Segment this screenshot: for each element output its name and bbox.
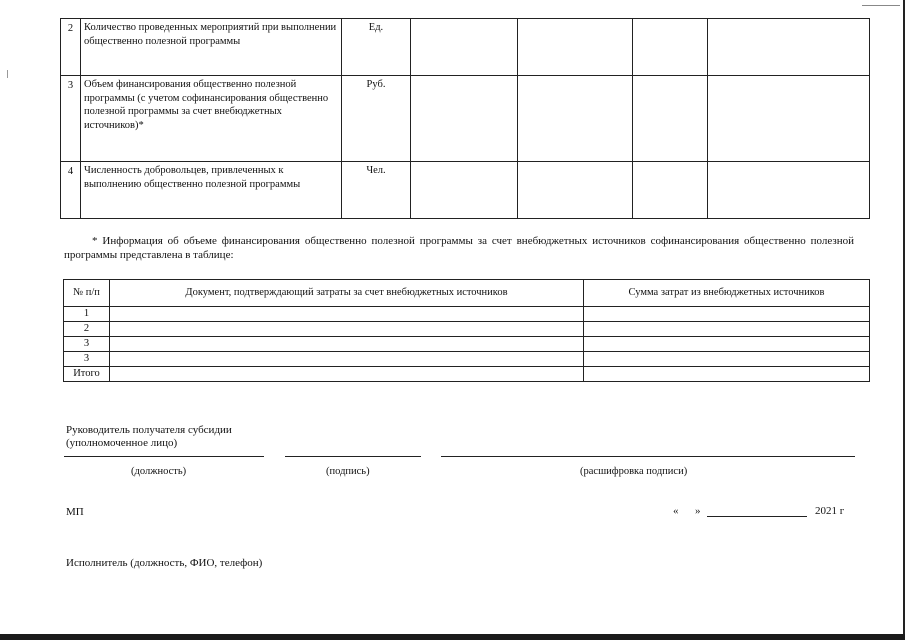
value-cell: [708, 19, 870, 76]
executor-label: Исполнитель (должность, ФИО, телефон): [66, 557, 263, 569]
date-quotes: « »: [673, 505, 701, 517]
col-header-document: Документ, подтверждающий затраты за счет внебюджетных источников: [110, 280, 584, 307]
scan-mark-left: [7, 70, 8, 78]
row-number: 2: [64, 322, 110, 337]
table-row: [61, 162, 870, 219]
indicator-unit: Руб.: [342, 76, 411, 162]
value-cell: [633, 76, 708, 162]
sum-cell: [584, 307, 870, 322]
table-row: [64, 322, 870, 337]
value-cell: [411, 162, 518, 219]
docs-table-header: [64, 280, 870, 307]
document-cell: [110, 307, 584, 322]
indicator-name: Количество проведенных мероприятий при выполнении общественно полезной программы: [81, 19, 342, 76]
value-cell: [708, 162, 870, 219]
value-cell: [518, 19, 633, 76]
sum-cell: [584, 337, 870, 352]
table-row: [61, 76, 870, 162]
table-row: [64, 307, 870, 322]
table-row: [64, 352, 870, 367]
indicator-unit: Ед.: [342, 19, 411, 76]
row-number: 4: [61, 162, 81, 219]
value-cell: [708, 76, 870, 162]
row-number: 3: [61, 76, 81, 162]
position-caption: (должность): [131, 466, 187, 477]
row-number: 1: [64, 307, 110, 322]
footnote: * Информация об объеме финансирования общественно полезной программы за счет внебюджетных источников софинансирования общественно полезной программы представлена в таблице:: [64, 235, 854, 261]
decode-line: [441, 456, 855, 457]
total-label: Итого: [64, 367, 110, 382]
row-number: 3: [64, 352, 110, 367]
date-year: 2021 г: [815, 505, 845, 517]
value-cell: [518, 76, 633, 162]
row-number: 3: [64, 337, 110, 352]
table-row: [64, 337, 870, 352]
sum-cell: [584, 322, 870, 337]
sum-cell: [584, 352, 870, 367]
scan-mark: [862, 5, 900, 6]
value-cell: [411, 76, 518, 162]
row-number: 2: [61, 19, 81, 76]
document-cell: [110, 322, 584, 337]
value-cell: [411, 19, 518, 76]
signature-caption: (подпись): [326, 466, 370, 477]
col-header-num: № п/п: [64, 280, 110, 307]
document-cell: [110, 337, 584, 352]
docs-table: [63, 279, 870, 382]
signatory-title-line: Руководитель получателя субсидии: [66, 424, 232, 436]
position-line: [64, 456, 264, 457]
value-cell: [633, 19, 708, 76]
indicator-name: Численность добровольцев, привлеченных к выполнению общественно полезной программы: [81, 162, 342, 219]
table-row: [61, 19, 870, 76]
date-line: [707, 516, 807, 517]
indicator-unit: Чел.: [342, 162, 411, 219]
signature-line: [285, 456, 421, 457]
indicator-name: Объем финансирования общественно полезной программы (с учетом софинансирования общественно полезной программы за счет внебюджетных источников)*: [81, 76, 342, 162]
decode-caption: (расшифровка подписи): [580, 466, 688, 477]
document-cell: [110, 367, 584, 382]
total-row: [64, 367, 870, 382]
value-cell: [518, 162, 633, 219]
col-header-sum: Сумма затрат из внебюджетных источников: [584, 280, 870, 307]
stamp-label: МП: [66, 506, 84, 518]
document-cell: [110, 352, 584, 367]
indicators-table: [60, 18, 870, 219]
page-edge-bottom: [0, 634, 905, 640]
signatory-title: [66, 424, 232, 450]
value-cell: [633, 162, 708, 219]
sum-cell: [584, 367, 870, 382]
signatory-title-line: (уполномоченное лицо): [66, 437, 178, 449]
